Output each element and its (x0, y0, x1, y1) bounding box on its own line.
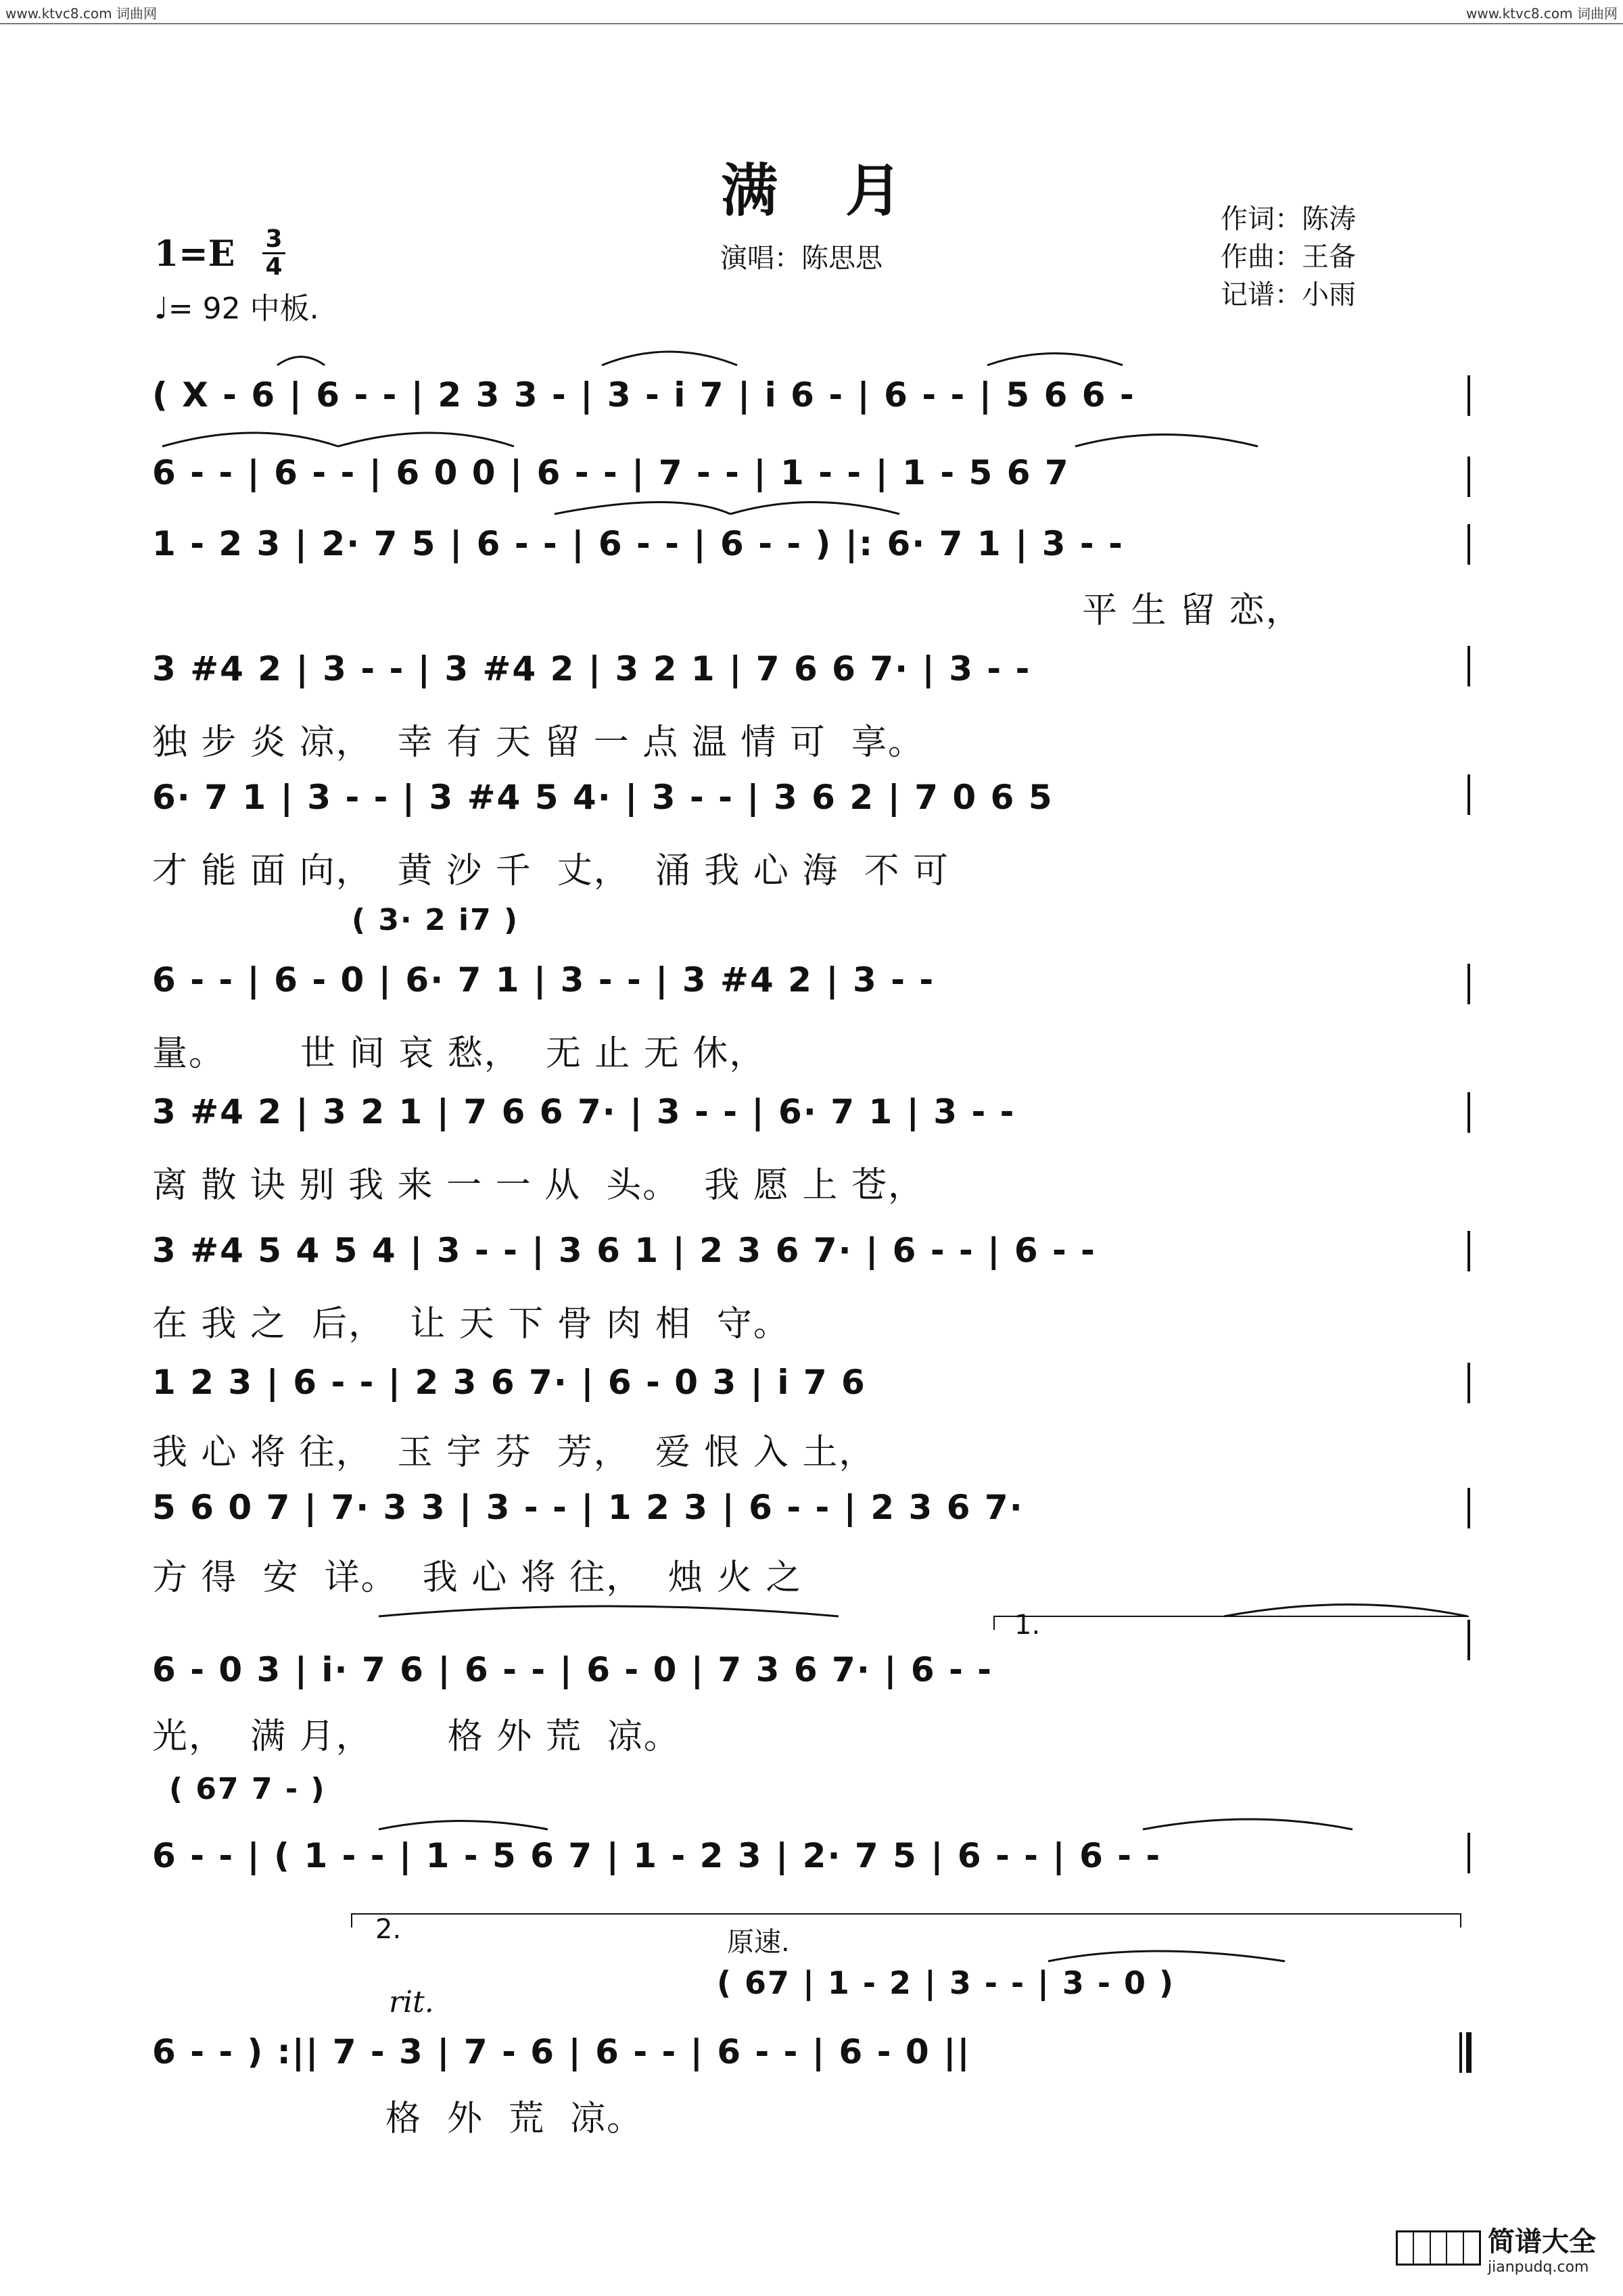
lyric-line-7: 离 散 诀 别 我 来 一 一 从 头。 我 愿 上 苍， (152, 1165, 924, 1206)
time-signature-bottom: 4 (265, 253, 283, 281)
watermark-right: www.ktvc8.com 词曲网 (1465, 5, 1618, 22)
watermark-left: www.ktvc8.com 词曲网 (5, 5, 158, 22)
first-ending-marker: 1. (1014, 1610, 1041, 1641)
score-line-13: 6 - - ) :|| 7 - 3 | 7 - 6 | 6 - - | 6 - - | 6 - 0 || (152, 2032, 971, 2071)
intro-bracket: ( 3· 2 i7 ) (352, 903, 519, 937)
ending-parenthesis: ( 67 | 1 - 2 | 3 - - | 3 - 0 ) (717, 1965, 1175, 2001)
tempo-marking: ♩= 92 中板. (154, 291, 319, 326)
lyric-line-4: 独 步 炎 凉， 幸 有 天 留 一 点 温 情 可 享。 (152, 722, 924, 763)
tempo-primo: 原速. (727, 1927, 790, 1958)
lyric-line-9: 我 心 将 往， 玉 宇 芬 芳， 爱 恨 入 土， (152, 1432, 876, 1473)
score-line-7: 3 #4 2 | 3 2 1 | 7 6 6 7· | 3 - - | 6· 7 1 | 3 - - (152, 1092, 1016, 1131)
score-line-2: 6 - - | 6 - - | 6 0 0 | 6 - - | 7 - - | 1 - - | 1 - 5 6 7 (152, 453, 1070, 492)
piano-keys-icon (1396, 2230, 1481, 2266)
second-ending-marker: 2. (375, 1914, 402, 1945)
logo-title: 简谱大全 (1488, 2226, 1596, 2257)
lyric-line-8: 在 我 之 后， 让 天 下 骨 肉 相 守。 (152, 1304, 790, 1344)
score-line-9: 1 2 3 | 6 - - | 2 3 6 7· | 6 - 0 3 | i 7 6 (152, 1363, 866, 1402)
score-line-3: 1 - 2 3 | 2· 7 5 | 6 - - | 6 - - | 6 - - ) |: 6· 7 1 | 3 - - (152, 524, 1124, 563)
prelude-bracket: ( 67 7 - ) (169, 1772, 326, 1806)
score-line-10: 5 6 0 7 | 7· 3 3 | 3 - - | 1 2 3 | 6 - - | 2 3 6 7· (152, 1488, 1024, 1527)
lyric-line-10: 方 得 安 详。 我 心 将 往， 烛 火 之 (152, 1557, 803, 1598)
score-line-8: 3 #4 5 4 5 4 | 3 - - | 3 6 1 | 2 3 6 7· | 6 - - | 6 - - (152, 1231, 1096, 1270)
score-line-6: 6 - - | 6 - 0 | 6· 7 1 | 3 - - | 3 #4 2 | 3 - - (152, 960, 935, 1000)
song-title: 满月 (720, 157, 970, 224)
singer-credit: 演唱：陈思思 (720, 243, 883, 274)
score-line-11: 6 - 0 3 | i· 7 6 | 6 - - | 6 - 0 | 7 3 6 7· | 6 - - (152, 1650, 993, 1689)
composer-credit: 作曲：王备 (1221, 241, 1356, 273)
lyric-line-3: 平 生 留 恋， (1082, 590, 1302, 631)
score-line-5: 6· 7 1 | 3 - - | 3 #4 5 4· | 3 - - | 3 6 2 | 7 0 6 5 (152, 778, 1054, 817)
lyric-line-11: 光， 满 月， 格 外 荒 凉。 (152, 1716, 680, 1757)
time-signature-top: 3 (265, 225, 283, 253)
ritardando-marking: rit. (389, 1985, 434, 2019)
lyric-line-6: 量。 世 间 哀 愁， 无 止 无 休， (152, 1033, 766, 1074)
site-logo (1396, 2220, 1596, 2276)
key-signature: 1=E (154, 233, 235, 275)
score-line-1: ( X - 6 | 6 - - | 2 3 3 - | 3 - i 7 | i 6 - | 6 - - | 5 6 6 - (152, 375, 1135, 415)
lyric-line-5: 才 能 面 向， 黄 沙 千 丈， 涌 我 心 海 不 可 (152, 851, 949, 891)
transcriber-credit: 记谱：小雨 (1221, 279, 1356, 310)
lyric-line-13: 格 外 荒 凉。 (385, 2099, 644, 2139)
score-line-4: 3 #4 2 | 3 - - | 3 #4 2 | 3 2 1 | 7 6 6 7· | 3 - - (152, 649, 1031, 688)
score-line-12: 6 - - | ( 1 - - | 1 - 5 6 7 | 1 - 2 3 | 2· 7 5 | 6 - - | 6 - - (152, 1836, 1162, 1875)
lyricist-credit: 作词：陈涛 (1221, 204, 1356, 235)
logo-url: jianpudq.com (1488, 2259, 1589, 2276)
